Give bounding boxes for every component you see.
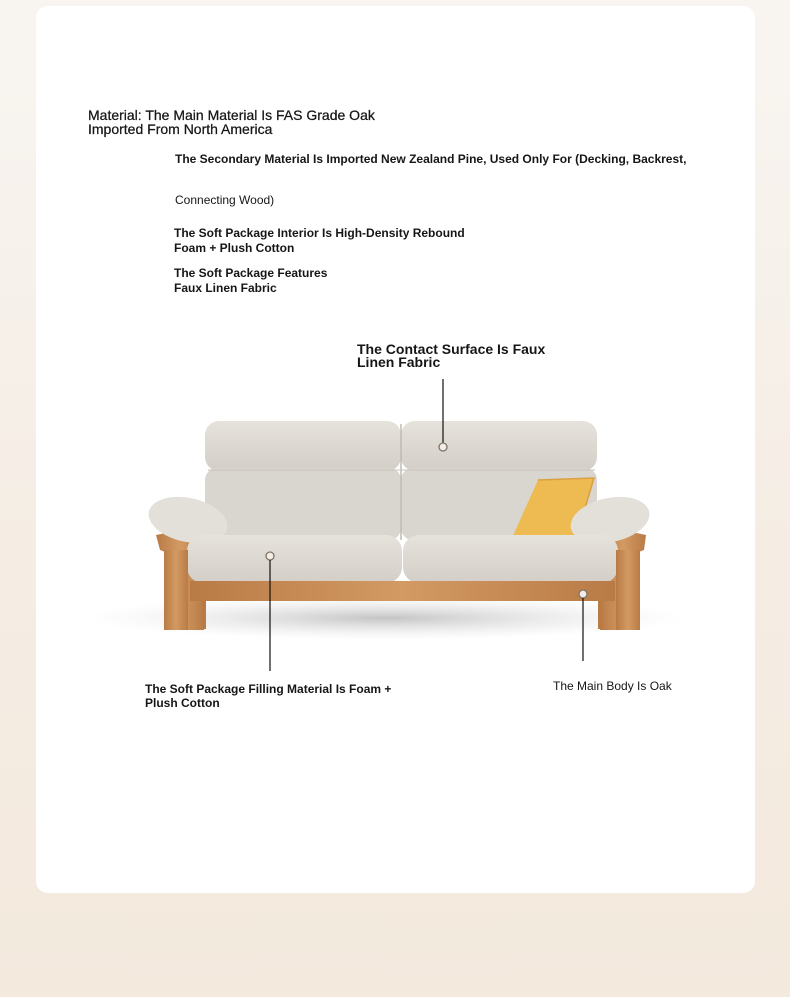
main-body-callout-label: The Main Body Is Oak — [553, 679, 672, 693]
oak-leg-right — [616, 550, 640, 630]
oak-leg-left — [164, 550, 188, 630]
main-material-text: Material: The Main Material Is FAS Grade Oak Imported From North America — [88, 107, 375, 137]
back-cushion-lower-left — [205, 468, 401, 540]
oak-base-rail — [190, 581, 615, 601]
back-cushion-upper-left — [205, 421, 401, 471]
soft-package-fabric-text: The Soft Package Features Faux Linen Fabric — [174, 266, 328, 295]
sofa-illustration — [90, 410, 690, 650]
filling-callout-label: The Soft Package Filling Material Is Foam + Plush Cotton — [145, 682, 392, 710]
seat-cushion-right — [403, 535, 618, 583]
soft-package-interior-text: The Soft Package Interior Is High-Density Rebound Foam + Plush Cotton — [174, 226, 465, 255]
secondary-material-text-line2: Connecting Wood) — [175, 193, 275, 207]
seat-cushion-left — [187, 535, 402, 583]
secondary-material-text-line1: The Secondary Material Is Imported New Zealand Pine, Used Only For (Decking, Backrest, — [175, 152, 687, 166]
contact-surface-callout-label: The Contact Surface Is Faux Linen Fabric — [357, 341, 546, 370]
back-cushion-upper-right — [401, 421, 597, 471]
